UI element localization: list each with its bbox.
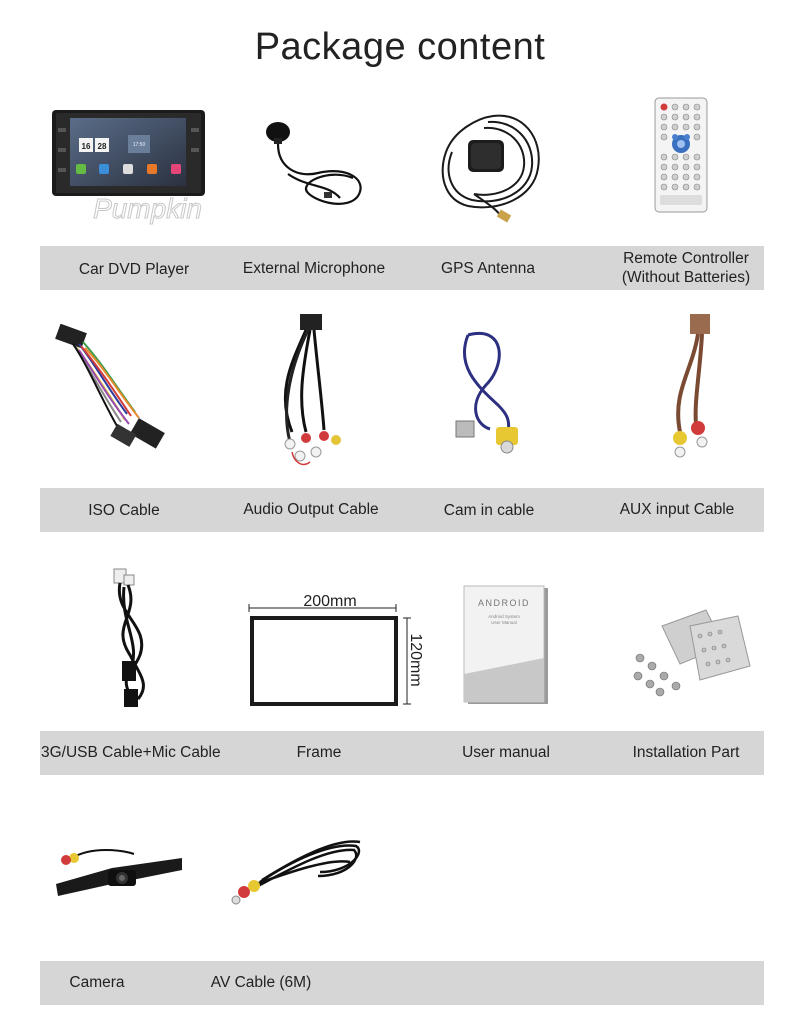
remote-controller-image — [654, 97, 708, 213]
item-label-cam-in-cable: Cam in cable — [443, 502, 535, 519]
frame-height-label: 120mm — [407, 633, 424, 687]
item-label-external-microphone: External Microphone — [242, 260, 386, 277]
cam-in-cable-image — [446, 325, 536, 459]
item-label-user-manual: User manual — [462, 744, 550, 761]
item-label-camera: Camera — [69, 974, 125, 991]
dvd-time: 17:50 — [132, 142, 146, 148]
iso-cable-image — [55, 324, 175, 458]
manual-subtitle: Android System User Manual — [488, 614, 520, 625]
item-label-gps-antenna: GPS Antenna — [441, 260, 535, 277]
car-dvd-player-image — [52, 108, 208, 233]
item-label-av-cable: AV Cable (6M) — [210, 974, 312, 991]
external-microphone-image — [258, 118, 378, 218]
dvd-day: 16 — [81, 142, 91, 151]
pumpkin-watermark: Pumpkin — [93, 193, 202, 224]
frame-image — [244, 590, 424, 716]
item-label-car-dvd-player: Car DVD Player — [78, 261, 190, 278]
item-label-installation-part: Installation Part — [632, 744, 740, 761]
item-label-remote-controller: Remote Controller (Without Batteries) — [621, 250, 751, 286]
item-label-audio-output-cable: Audio Output Cable — [243, 501, 379, 518]
3g-usb-cable-image — [100, 565, 170, 711]
camera-image — [52, 844, 186, 900]
manual-brand: ANDROID — [477, 598, 531, 608]
frame-width-label: 200mm — [303, 593, 357, 610]
dvd-month: 28 — [97, 142, 107, 151]
item-label-iso-cable: ISO Cable — [88, 502, 160, 519]
aux-input-cable-image — [652, 312, 742, 462]
av-cable-image — [230, 832, 370, 908]
audio-output-cable-image — [262, 312, 352, 472]
item-label-aux-input-cable: AUX input Cable — [619, 501, 735, 518]
gps-antenna-image — [438, 108, 546, 226]
page-title: Package content — [254, 26, 546, 68]
user-manual-image — [462, 584, 550, 708]
installation-part-image — [630, 606, 754, 700]
item-label-frame: Frame — [296, 744, 342, 761]
item-label-3g-usb-cable: 3G/USB Cable+Mic Cable — [41, 744, 221, 761]
